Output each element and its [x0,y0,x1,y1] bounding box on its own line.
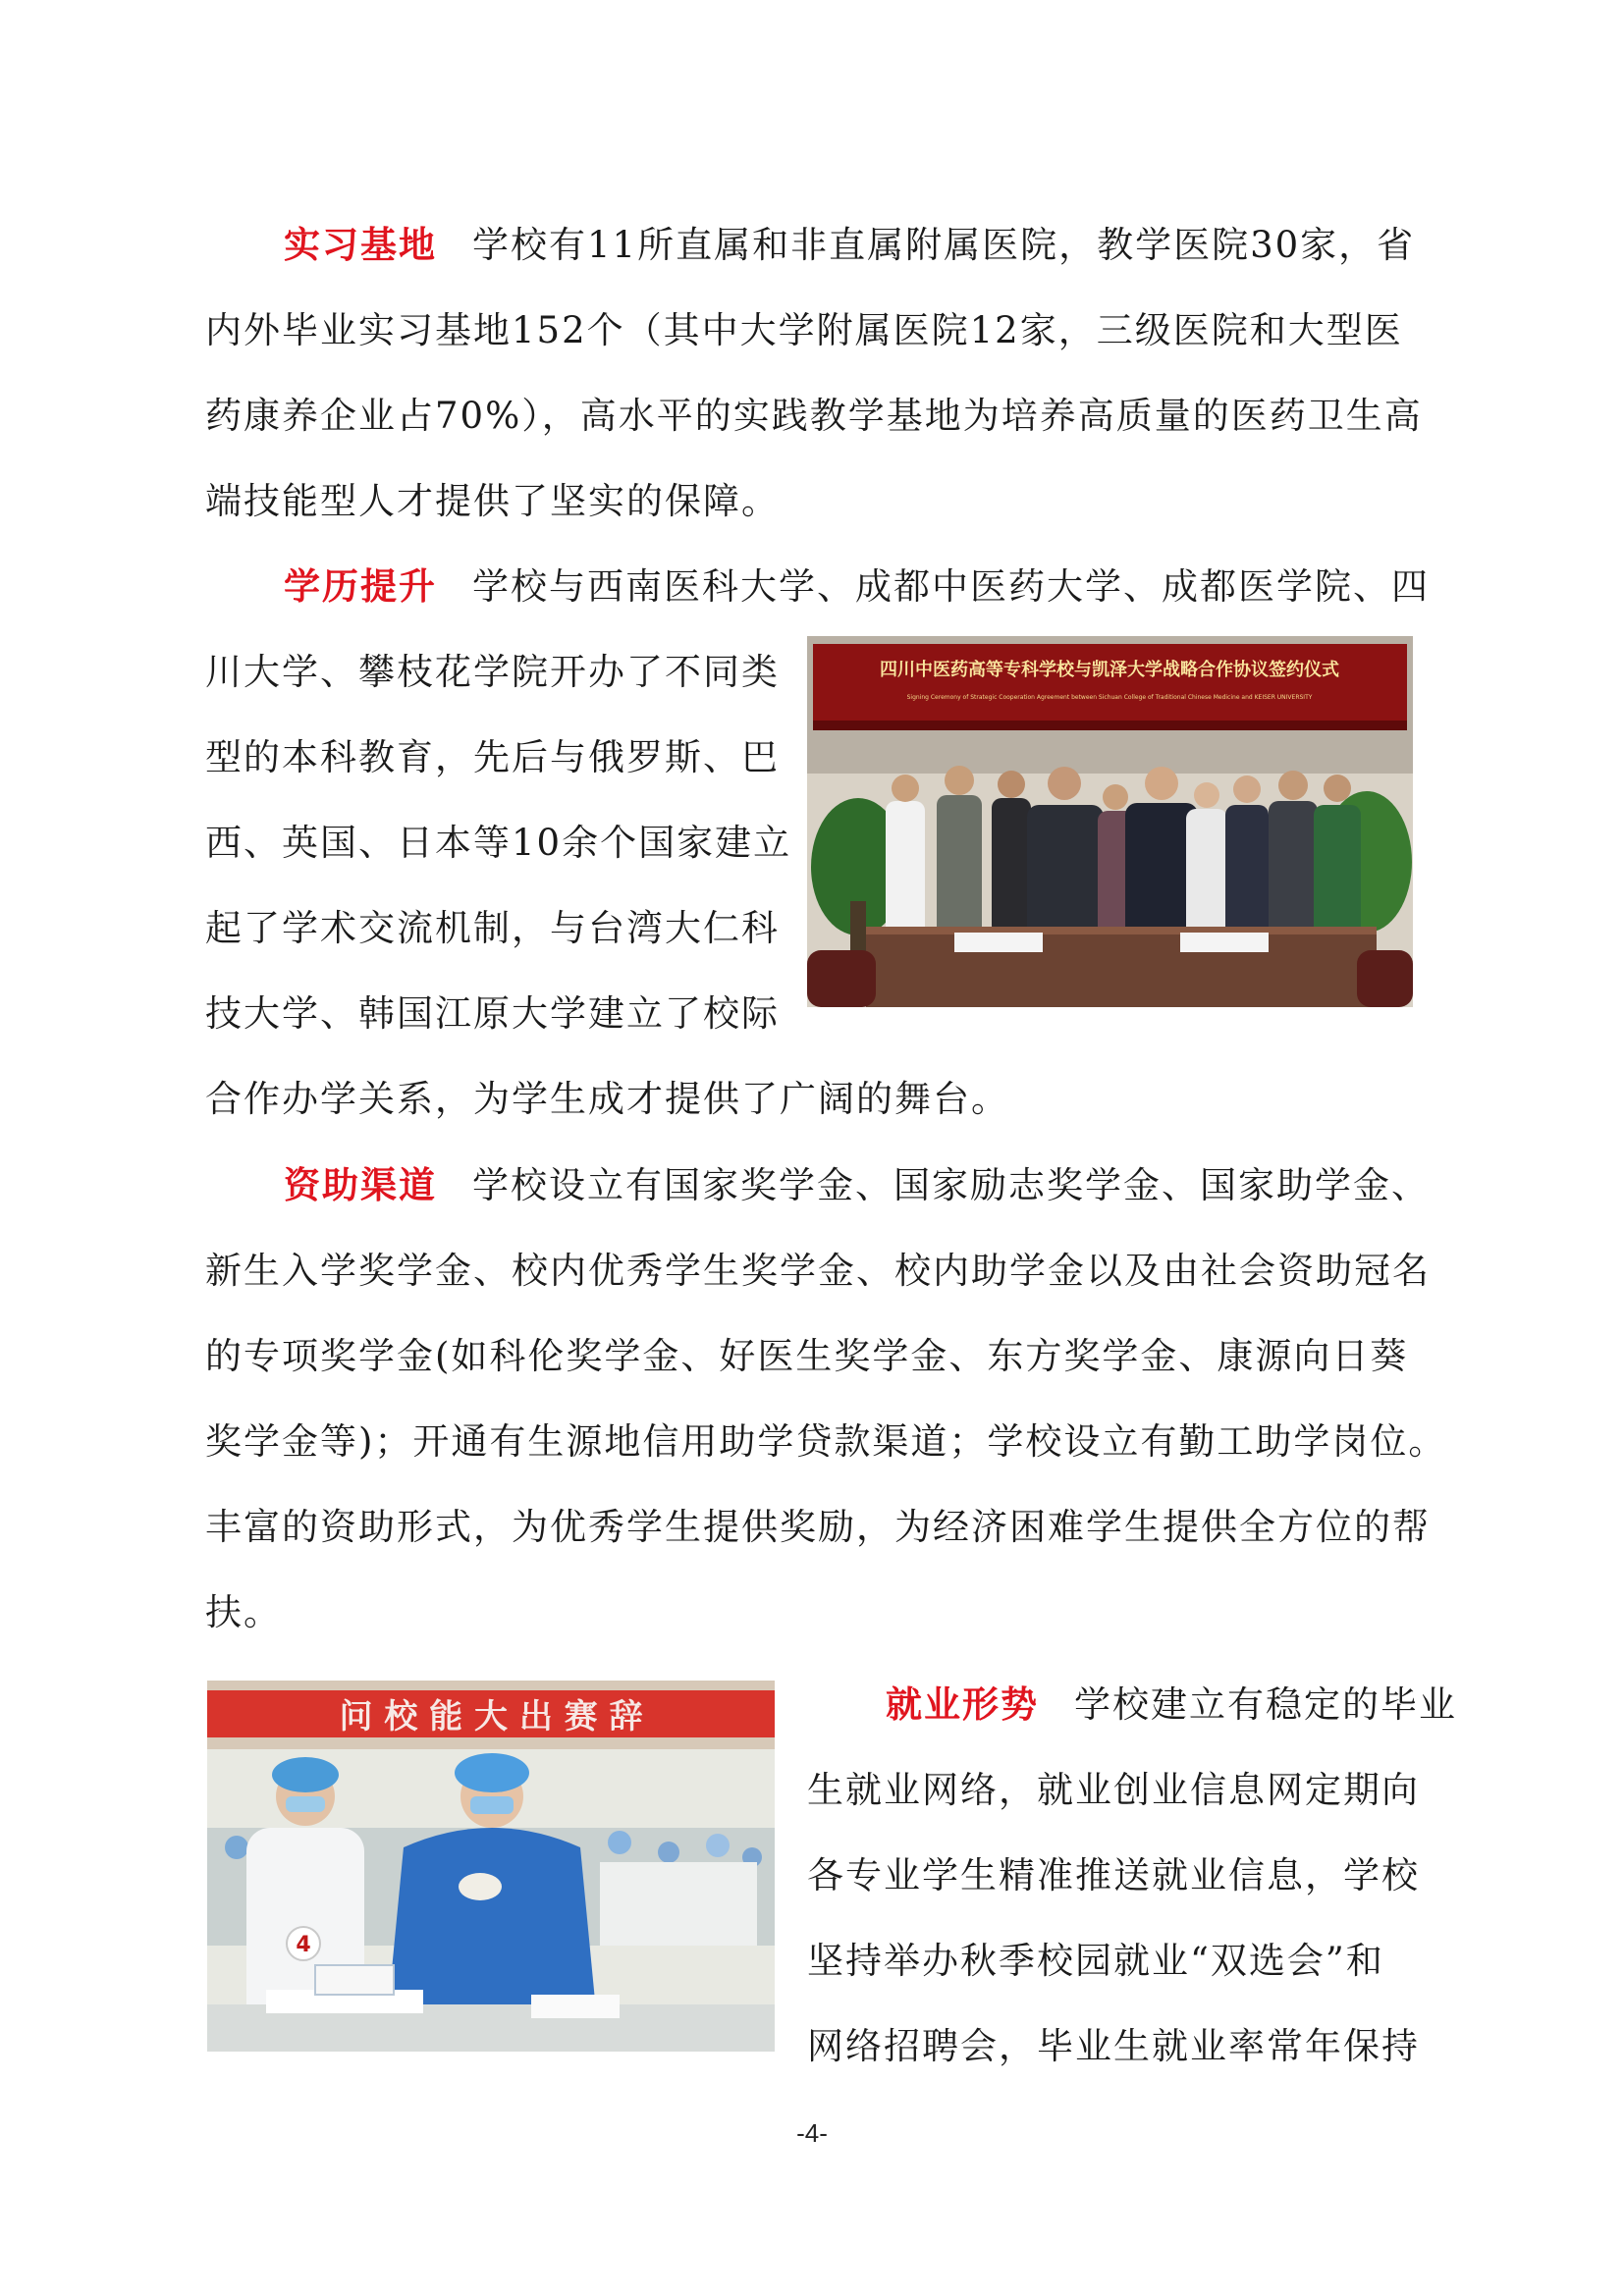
people-group [886,766,1361,952]
employment-line-2: 生就业网络，就业创业信息网定期向 [807,1769,1420,1811]
internship-text-1: 学校有11所直属和非直属附属医院，教学医院30家，省 [472,224,1416,266]
signing-ceremony-photo [807,636,1413,1007]
degree-text-1: 学校与西南医科大学、成都中医药大学、成都医学院、四 [472,565,1430,608]
signing-banner-title: 四川中医药高等专科学校与凯泽大学战略合作协议签约仪式 [880,660,1339,680]
degree-line-6: 技大学、韩国江原大学建立了校际 [205,992,780,1035]
employment-line-3: 各专业学生精准推送就业信息，学校 [807,1854,1420,1896]
aid-paragraph [205,1143,1446,1655]
degree-line-2: 川大学、攀枝花学院开办了不同类 [205,651,780,693]
internship-line-2: 内外毕业实习基地152个（其中大学附属医院12家，三级医院和大型医 [205,309,1403,351]
skills-banner-text: 问 校 能 大 出 赛 辞 [339,1697,643,1736]
degree-line-1 [205,544,1430,629]
degree-line-4: 西、英国、日本等10余个国家建立 [205,822,792,864]
internship-line-4: 端技能型人才提供了坚实的保障。 [205,480,780,522]
employment-line-5: 网络招聘会，毕业生就业率常年保持 [807,2025,1420,2067]
signing-banner-subtitle: Signing Ceremony of Strategic Cooperation Agreement between Sichuan College of Traditional Chinese Medicine and KEISER UNIVERSITY [906,694,1313,701]
contestant-number: 4 [296,1933,311,1957]
degree-line-7: 合作办学关系，为学生成才提供了广阔的舞台。 [205,1078,1009,1120]
degree-line-3: 型的本科教育，先后与俄罗斯、巴 [205,736,780,778]
employment-paragraph [807,1662,1457,2089]
aid-text-1: 学校设立有国家奖学金、国家励志奖学金、国家助学金、 [472,1164,1430,1206]
aid-line-3: 的专项奖学金(如科伦奖学金、好医生奖学金、东方奖学金、康源向日葵 [205,1335,1409,1377]
internship-line-3: 药康养企业占70%），高水平的实践教学基地为培养高质量的医药卫生高 [205,395,1423,437]
degree-heading: 学历提升 [284,564,437,608]
employment-heading: 就业形势 [886,1682,1039,1726]
aid-line-6: 扶。 [205,1591,282,1633]
employment-text-1: 学校建立有稳定的毕业 [1074,1683,1457,1726]
aid-line-4: 奖学金等)；开通有生源地信用助学贷款渠道；学校设立有勤工助学岗位。 [205,1420,1447,1463]
degree-line-5: 起了学术交流机制，与台湾大仁科 [205,907,780,949]
internship-paragraph [205,202,1423,544]
aid-line-2: 新生入学奖学金、校内优秀学生奖学金、校内助学金以及由社会资助冠名 [205,1250,1431,1292]
aid-line-1 [205,1143,1446,1228]
aid-line-5: 丰富的资助形式，为优秀学生提供奖励，为经济困难学生提供全方位的帮 [205,1506,1431,1548]
employment-line-1 [807,1662,1457,1747]
internship-line-1 [205,202,1423,288]
page-number: -4- [796,2118,828,2148]
skills-contest-photo [207,1681,775,2052]
aid-heading: 资助渠道 [284,1163,437,1206]
internship-heading: 实习基地 [284,223,437,266]
employment-line-4: 坚持举办秋季校园就业“双选会”和 [807,1940,1384,1982]
